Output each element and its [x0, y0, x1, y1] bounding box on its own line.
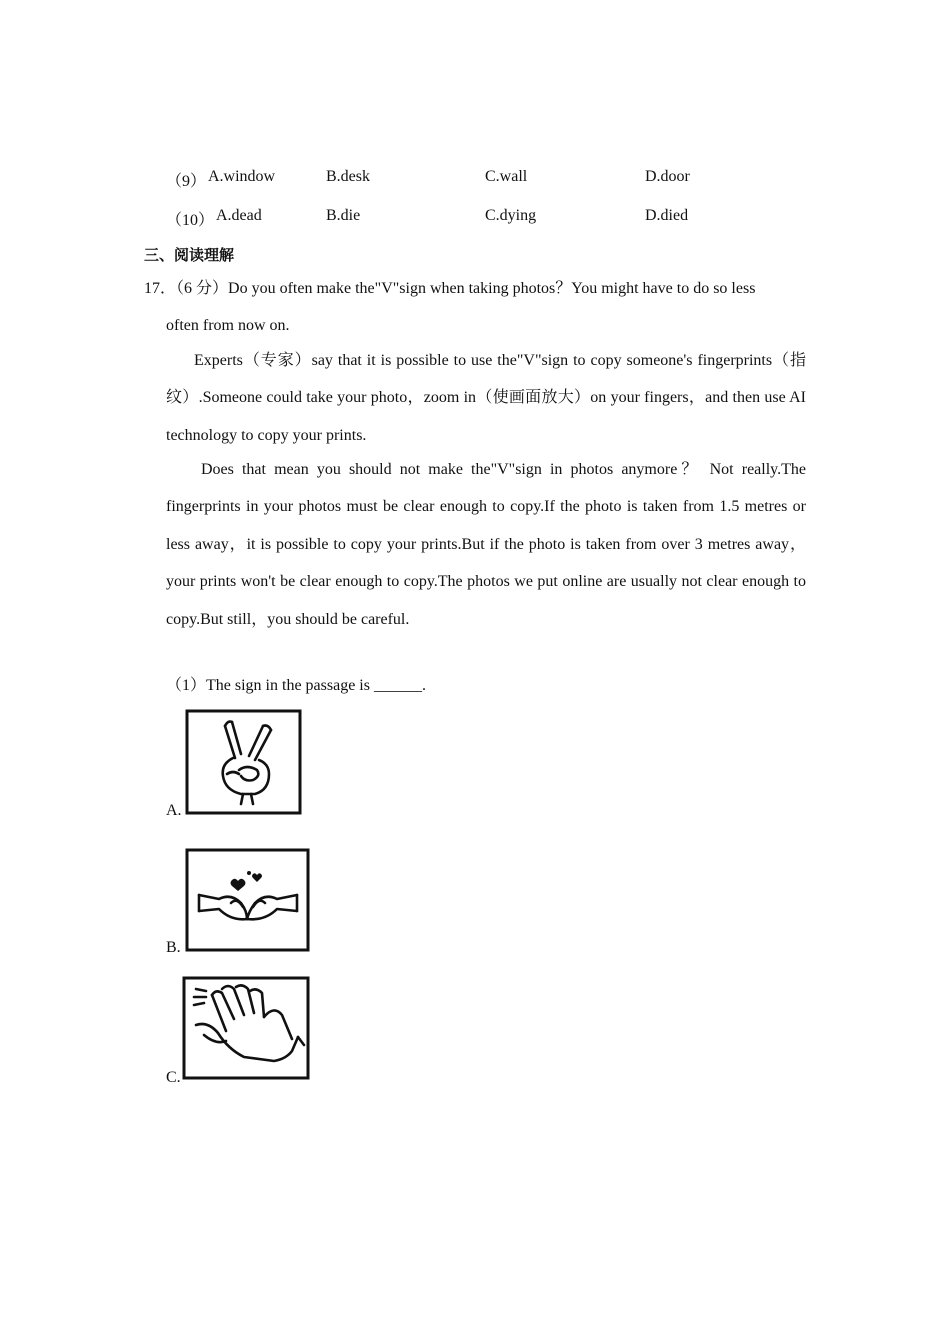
option-d: D.died	[645, 207, 689, 224]
option-a: A.dead	[216, 207, 262, 224]
heart-hands-icon	[185, 845, 311, 953]
option-d: D.door	[645, 168, 690, 185]
option-number: （10）	[166, 212, 215, 229]
picture-option-c[interactable]	[166, 975, 316, 1090]
option-row-10	[166, 207, 806, 229]
option-letter: C.	[166, 1069, 181, 1086]
option-row-9	[166, 168, 806, 190]
v-sign-hand-icon	[185, 708, 303, 816]
picture-option-b[interactable]	[166, 845, 316, 960]
passage-paragraph-2: Experts（专家）say that it is possible to use the"V"sign to copy someone's fingerprints（指纹）.Someone could take your photo，zoom in（使画面放大）on your fingers，and then use AI technology to copy your prints.	[166, 352, 806, 444]
option-c: C.wall	[485, 168, 528, 185]
option-c: C.dying	[485, 207, 537, 224]
picture-option-a[interactable]	[166, 708, 306, 823]
option-letter: A.	[166, 802, 182, 819]
passage-paragraph-3: Does that mean you should not make the"V"sign in photos anymore？ Not really.The fingerprints in your photos must be clear enough to copy.If the photo is taken from 1.5 metres or less away，it is possible to copy your prints.But if the photo is taken from over 3 metres away， your prints won't be clear enough to copy.The photos we put online are usually not clear enough to copy.But still，you should be careful.	[166, 461, 806, 628]
option-letter: B.	[166, 939, 181, 956]
question-intro-line2: often from now on.	[166, 317, 290, 334]
clapping-hands-icon	[182, 975, 310, 1081]
option-b: B.die	[326, 207, 361, 224]
question-header	[144, 279, 755, 299]
option-number: （9）	[166, 173, 207, 190]
question-intro-line1: Do you often make the"V"sign when taking photos？You might have to do so less	[228, 280, 756, 297]
question-number: 17．	[144, 280, 177, 297]
option-b: B.desk	[326, 168, 370, 185]
option-a: A.window	[208, 168, 276, 185]
sub-question-1: （1）The sign in the passage is ______.	[166, 677, 426, 694]
section-heading: 三、阅读理解	[144, 246, 235, 264]
question-score: （6 分）	[176, 280, 229, 297]
